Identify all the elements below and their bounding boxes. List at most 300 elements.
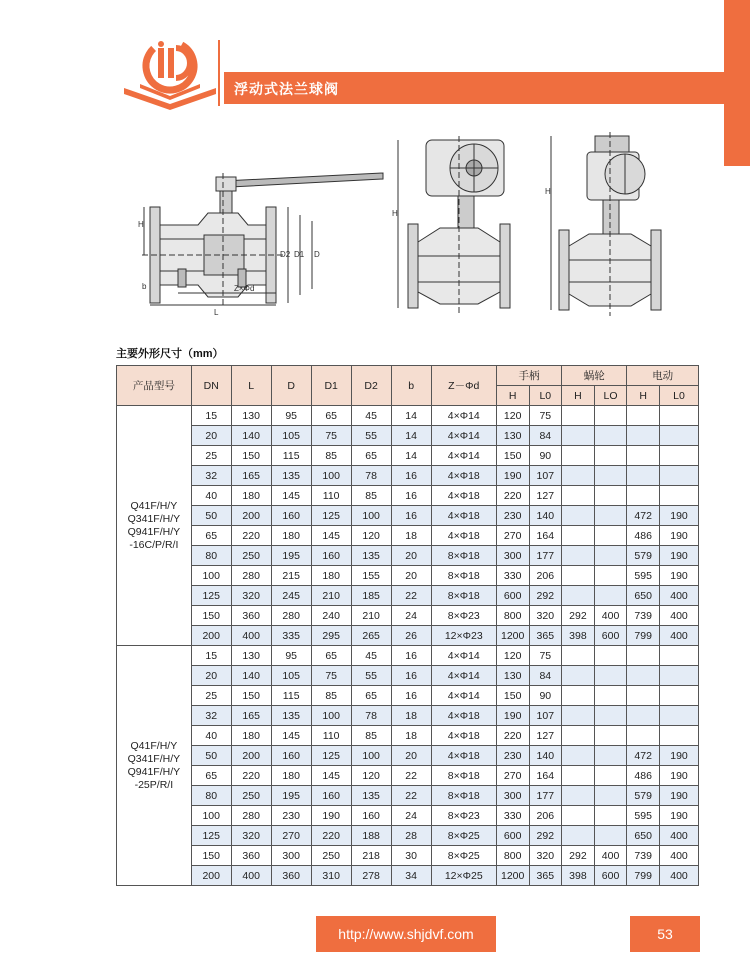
table-cell: 177	[529, 546, 562, 566]
table-cell: 188	[351, 826, 391, 846]
table-cell: 600	[594, 626, 627, 646]
table-cell	[562, 646, 595, 666]
table-cell: 8×Φ23	[431, 606, 496, 626]
table-cell: 55	[351, 666, 391, 686]
table-cell: 65	[191, 766, 231, 786]
table-cell	[562, 526, 595, 546]
table-cell: 164	[529, 526, 562, 546]
table-cell: 220	[311, 826, 351, 846]
table-cell: 65	[351, 686, 391, 706]
table-cell: 180	[231, 726, 271, 746]
table-cell: 200	[191, 866, 231, 886]
table-cell	[627, 686, 660, 706]
page-title: 浮动式法兰球阀	[234, 81, 339, 97]
table-cell: 190	[496, 466, 529, 486]
table-cell: 22	[391, 766, 431, 786]
table-cell: 145	[271, 726, 311, 746]
table-row	[117, 866, 699, 886]
electric-valve-drawing	[545, 130, 675, 318]
col-b: b	[391, 366, 431, 406]
table-cell: 145	[311, 766, 351, 786]
table-cell: 190	[660, 766, 699, 786]
table-cell	[562, 426, 595, 446]
table-cell: 105	[271, 666, 311, 686]
table-cell: 78	[351, 466, 391, 486]
table-cell: 84	[529, 666, 562, 686]
table-row	[117, 786, 699, 806]
table-cell	[594, 766, 627, 786]
table-cell: 486	[627, 526, 660, 546]
table-cell: 300	[496, 546, 529, 566]
table-cell: 140	[231, 666, 271, 686]
table-cell	[562, 546, 595, 566]
table-cell: 150	[496, 686, 529, 706]
table-cell	[562, 806, 595, 826]
table-cell: 180	[271, 526, 311, 546]
table-cell: 18	[391, 706, 431, 726]
table-cell: 127	[529, 726, 562, 746]
table-row	[117, 846, 699, 866]
table-cell	[594, 706, 627, 726]
table-cell	[562, 506, 595, 526]
label-b: b	[142, 282, 147, 291]
table-row	[117, 646, 699, 666]
table-cell: 280	[271, 606, 311, 626]
table-cell: 280	[231, 806, 271, 826]
table-cell	[627, 426, 660, 446]
table-cell: 799	[627, 626, 660, 646]
table-cell: 220	[231, 766, 271, 786]
table-cell: 40	[191, 486, 231, 506]
table-cell: 130	[231, 646, 271, 666]
table-cell: 300	[271, 846, 311, 866]
table-cell	[594, 666, 627, 686]
table-cell: 650	[627, 586, 660, 606]
table-cell: 160	[311, 546, 351, 566]
table-cell: 360	[271, 866, 311, 886]
table-cell	[594, 646, 627, 666]
table-cell: 125	[191, 586, 231, 606]
table-cell: 95	[271, 646, 311, 666]
table-cell: 270	[271, 826, 311, 846]
table-row	[117, 486, 699, 506]
table-cell: 14	[391, 446, 431, 466]
table-cell: 125	[311, 746, 351, 766]
dimensions-table	[116, 365, 699, 886]
table-cell	[627, 706, 660, 726]
table-cell: 127	[529, 486, 562, 506]
table-cell: 165	[231, 706, 271, 726]
table-cell: 107	[529, 466, 562, 486]
col-worm-l0: LO	[594, 386, 627, 406]
table-cell	[660, 486, 699, 506]
table-cell	[562, 766, 595, 786]
table-cell: 1200	[496, 626, 529, 646]
table-cell: 200	[191, 626, 231, 646]
table-cell	[562, 486, 595, 506]
table-cell: 472	[627, 746, 660, 766]
table-cell: 400	[660, 586, 699, 606]
table-cell	[594, 806, 627, 826]
table-cell: 320	[231, 586, 271, 606]
table-cell: 4×Φ18	[431, 486, 496, 506]
table-cell: 155	[351, 566, 391, 586]
table-cell: 20	[191, 666, 231, 686]
model-cell: Q41F/H/Y Q341F/H/Y Q941F/H/Y -16C/P/R/I	[117, 406, 192, 646]
table-cell: 472	[627, 506, 660, 526]
table-cell: 140	[529, 746, 562, 766]
table-cell: 78	[351, 706, 391, 726]
table-cell: 218	[351, 846, 391, 866]
table-cell: 190	[660, 746, 699, 766]
table-cell: 4×Φ18	[431, 726, 496, 746]
table-cell	[660, 666, 699, 686]
table-cell: 16	[391, 466, 431, 486]
table-cell: 140	[231, 426, 271, 446]
table-cell	[594, 686, 627, 706]
table-cell: 145	[311, 526, 351, 546]
page-number: 53	[630, 916, 700, 952]
table-cell	[627, 666, 660, 686]
table-cell: 40	[191, 726, 231, 746]
table-row	[117, 406, 699, 426]
table-cell: 150	[231, 446, 271, 466]
table-cell: 16	[391, 506, 431, 526]
table-row	[117, 666, 699, 686]
table-cell: 14	[391, 426, 431, 446]
table-cell: 270	[496, 766, 529, 786]
table-row	[117, 586, 699, 606]
table-row	[117, 606, 699, 626]
table-row	[117, 686, 699, 706]
table-cell: 400	[594, 606, 627, 626]
table-cell: 600	[594, 866, 627, 886]
table-cell: 115	[271, 446, 311, 466]
table-cell: 310	[311, 866, 351, 886]
table-cell: 320	[529, 606, 562, 626]
table-cell: 8×Φ18	[431, 786, 496, 806]
table-row	[117, 526, 699, 546]
table-cell: 330	[496, 806, 529, 826]
table-cell	[660, 466, 699, 486]
table-cell: 145	[271, 486, 311, 506]
table-cell: 600	[496, 586, 529, 606]
table-cell: 4×Φ14	[431, 666, 496, 686]
table-cell	[660, 646, 699, 666]
table-cell: 8×Φ18	[431, 586, 496, 606]
label-holes: Z×Φd	[234, 284, 255, 293]
table-cell: 32	[191, 466, 231, 486]
table-cell: 25	[191, 446, 231, 466]
table-row	[117, 806, 699, 826]
table-cell: 300	[496, 786, 529, 806]
table-cell: 579	[627, 546, 660, 566]
table-cell: 120	[351, 526, 391, 546]
table-cell: 120	[496, 646, 529, 666]
table-cell: 295	[311, 626, 351, 646]
table-cell: 190	[496, 706, 529, 726]
table-cell: 28	[391, 826, 431, 846]
table-cell: 14	[391, 406, 431, 426]
table-cell: 8×Φ18	[431, 566, 496, 586]
table-cell: 292	[562, 846, 595, 866]
title-bar	[224, 72, 724, 104]
table-cell: 150	[191, 606, 231, 626]
table-cell: 20	[391, 746, 431, 766]
table-cell: 190	[660, 526, 699, 546]
table-cell: 85	[351, 486, 391, 506]
table-cell: 190	[660, 506, 699, 526]
table-cell: 135	[351, 546, 391, 566]
table-row	[117, 426, 699, 446]
col-d2: D2	[351, 366, 391, 406]
table-cell: 398	[562, 866, 595, 886]
table-cell: 230	[496, 746, 529, 766]
table-cell: 100	[191, 806, 231, 826]
col-worm-h: H	[562, 386, 595, 406]
table-cell	[594, 746, 627, 766]
table-cell: 400	[231, 866, 271, 886]
table-cell: 26	[391, 626, 431, 646]
table-cell: 180	[271, 766, 311, 786]
table-cell	[594, 506, 627, 526]
table-cell: 100	[191, 566, 231, 586]
table-cell: 110	[311, 486, 351, 506]
table-cell: 486	[627, 766, 660, 786]
table-cell: 739	[627, 846, 660, 866]
table-cell: 20	[391, 546, 431, 566]
table-cell: 400	[660, 866, 699, 886]
table-cell: 8×Φ18	[431, 766, 496, 786]
table-cell: 25	[191, 686, 231, 706]
col-electric: 电动	[627, 366, 699, 386]
dimensions-heading: 主要外形尺寸（mm）	[116, 348, 224, 360]
table-cell: 65	[351, 446, 391, 466]
table-cell	[627, 466, 660, 486]
table-cell: 190	[660, 786, 699, 806]
table-cell: 90	[529, 686, 562, 706]
table-cell: 84	[529, 426, 562, 446]
table-cell: 245	[271, 586, 311, 606]
table-row	[117, 726, 699, 746]
table-cell: 4×Φ14	[431, 406, 496, 426]
table-cell	[594, 486, 627, 506]
col-electric-l0: L0	[660, 386, 699, 406]
table-cell: 150	[231, 686, 271, 706]
table-cell: 1200	[496, 866, 529, 886]
table-row	[117, 506, 699, 526]
table-cell: 600	[496, 826, 529, 846]
table-cell: 164	[529, 766, 562, 786]
table-cell: 320	[231, 826, 271, 846]
table-cell	[562, 446, 595, 466]
table-cell: 75	[529, 406, 562, 426]
table-cell	[562, 726, 595, 746]
table-cell: 80	[191, 546, 231, 566]
table-cell: 240	[311, 606, 351, 626]
table-cell	[594, 826, 627, 846]
label-d2: D2	[280, 250, 291, 259]
table-cell: 120	[496, 406, 529, 426]
table-cell: 34	[391, 866, 431, 886]
table-cell: 206	[529, 566, 562, 586]
table-cell: 400	[660, 606, 699, 626]
table-cell: 45	[351, 406, 391, 426]
table-cell: 195	[271, 546, 311, 566]
table-cell: 230	[271, 806, 311, 826]
table-cell: 250	[311, 846, 351, 866]
table-cell: 150	[191, 846, 231, 866]
table-cell: 85	[351, 726, 391, 746]
table-cell: 100	[351, 506, 391, 526]
table-cell: 292	[529, 826, 562, 846]
table-cell: 95	[271, 406, 311, 426]
label-l: L	[214, 308, 219, 315]
label-h-worm: H	[392, 209, 398, 218]
table-cell: 65	[311, 406, 351, 426]
table-cell	[594, 586, 627, 606]
table-cell: 206	[529, 806, 562, 826]
website-url: http://www.shjdvf.com	[316, 916, 496, 952]
table-cell: 365	[529, 626, 562, 646]
table-cell: 100	[351, 746, 391, 766]
table-cell	[562, 706, 595, 726]
table-cell: 55	[351, 426, 391, 446]
table-cell: 400	[231, 626, 271, 646]
table-cell: 115	[271, 686, 311, 706]
table-cell: 135	[271, 706, 311, 726]
table-cell: 18	[391, 726, 431, 746]
table-cell	[594, 526, 627, 546]
table-cell	[660, 686, 699, 706]
label-h: H	[138, 220, 144, 229]
table-cell: 335	[271, 626, 311, 646]
col-electric-h: H	[627, 386, 660, 406]
table-cell	[660, 446, 699, 466]
table-cell: 150	[496, 446, 529, 466]
col-dn: DN	[191, 366, 231, 406]
table-cell: 365	[529, 866, 562, 886]
table-cell	[627, 406, 660, 426]
table-cell: 398	[562, 626, 595, 646]
table-cell: 185	[351, 586, 391, 606]
table-row	[117, 626, 699, 646]
table-cell	[562, 826, 595, 846]
table-cell: 4×Φ18	[431, 506, 496, 526]
table-cell	[594, 426, 627, 446]
table-cell: 4×Φ14	[431, 446, 496, 466]
table-cell: 107	[529, 706, 562, 726]
table-cell: 100	[311, 466, 351, 486]
table-cell: 270	[496, 526, 529, 546]
table-cell: 215	[271, 566, 311, 586]
table-cell	[594, 406, 627, 426]
col-model: 产品型号	[117, 366, 192, 406]
table-cell: 177	[529, 786, 562, 806]
label-d: D	[314, 250, 320, 259]
table-cell: 190	[660, 806, 699, 826]
company-logo	[118, 36, 222, 110]
table-cell	[562, 746, 595, 766]
table-cell: 110	[311, 726, 351, 746]
table-cell: 4×Φ18	[431, 466, 496, 486]
table-cell: 220	[496, 486, 529, 506]
table-cell	[562, 786, 595, 806]
col-handle-l0: L0	[529, 386, 562, 406]
header-divider	[218, 40, 220, 106]
table-cell: 4×Φ18	[431, 706, 496, 726]
table-cell: 65	[191, 526, 231, 546]
table-cell: 120	[351, 766, 391, 786]
table-cell: 4×Φ18	[431, 746, 496, 766]
table-cell: 22	[391, 786, 431, 806]
table-cell: 400	[594, 846, 627, 866]
table-cell: 50	[191, 746, 231, 766]
table-cell: 190	[311, 806, 351, 826]
col-z: Z－Φd	[431, 366, 496, 406]
table-cell	[660, 426, 699, 446]
table-cell	[562, 666, 595, 686]
table-cell: 85	[311, 446, 351, 466]
table-row	[117, 446, 699, 466]
table-cell	[594, 786, 627, 806]
model-cell: Q41F/H/Y Q341F/H/Y Q941F/H/Y -25P/R/I	[117, 646, 192, 886]
table-cell: 278	[351, 866, 391, 886]
table-row	[117, 546, 699, 566]
table-cell: 200	[231, 506, 271, 526]
table-cell: 800	[496, 846, 529, 866]
table-cell: 210	[351, 606, 391, 626]
table-cell: 200	[231, 746, 271, 766]
table-cell: 125	[191, 826, 231, 846]
table-cell: 190	[660, 566, 699, 586]
table-cell: 16	[391, 486, 431, 506]
table-cell: 105	[271, 426, 311, 446]
table-cell: 15	[191, 646, 231, 666]
table-cell: 8×Φ18	[431, 546, 496, 566]
table-cell: 330	[496, 566, 529, 586]
table-cell: 210	[311, 586, 351, 606]
table-cell: 8×Φ25	[431, 826, 496, 846]
table-cell: 12×Φ25	[431, 866, 496, 886]
table-cell: 135	[271, 466, 311, 486]
table-cell: 4×Φ18	[431, 526, 496, 546]
table-cell: 75	[311, 666, 351, 686]
table-cell: 180	[231, 486, 271, 506]
table-cell: 739	[627, 606, 660, 626]
table-cell: 180	[311, 566, 351, 586]
table-cell: 65	[311, 646, 351, 666]
col-d1: D1	[311, 366, 351, 406]
side-tab	[724, 0, 750, 166]
table-cell	[594, 566, 627, 586]
table-cell: 250	[231, 546, 271, 566]
table-cell: 280	[231, 566, 271, 586]
handle-valve-drawing	[138, 165, 388, 315]
table-cell: 130	[496, 426, 529, 446]
table-cell: 165	[231, 466, 271, 486]
table-cell	[627, 646, 660, 666]
table-cell	[594, 726, 627, 746]
table-cell: 100	[311, 706, 351, 726]
table-cell: 8×Φ25	[431, 846, 496, 866]
table-cell	[562, 406, 595, 426]
table-cell: 360	[231, 606, 271, 626]
table-cell: 32	[191, 706, 231, 726]
table-cell: 320	[529, 846, 562, 866]
table-cell: 18	[391, 526, 431, 546]
table-cell: 160	[351, 806, 391, 826]
